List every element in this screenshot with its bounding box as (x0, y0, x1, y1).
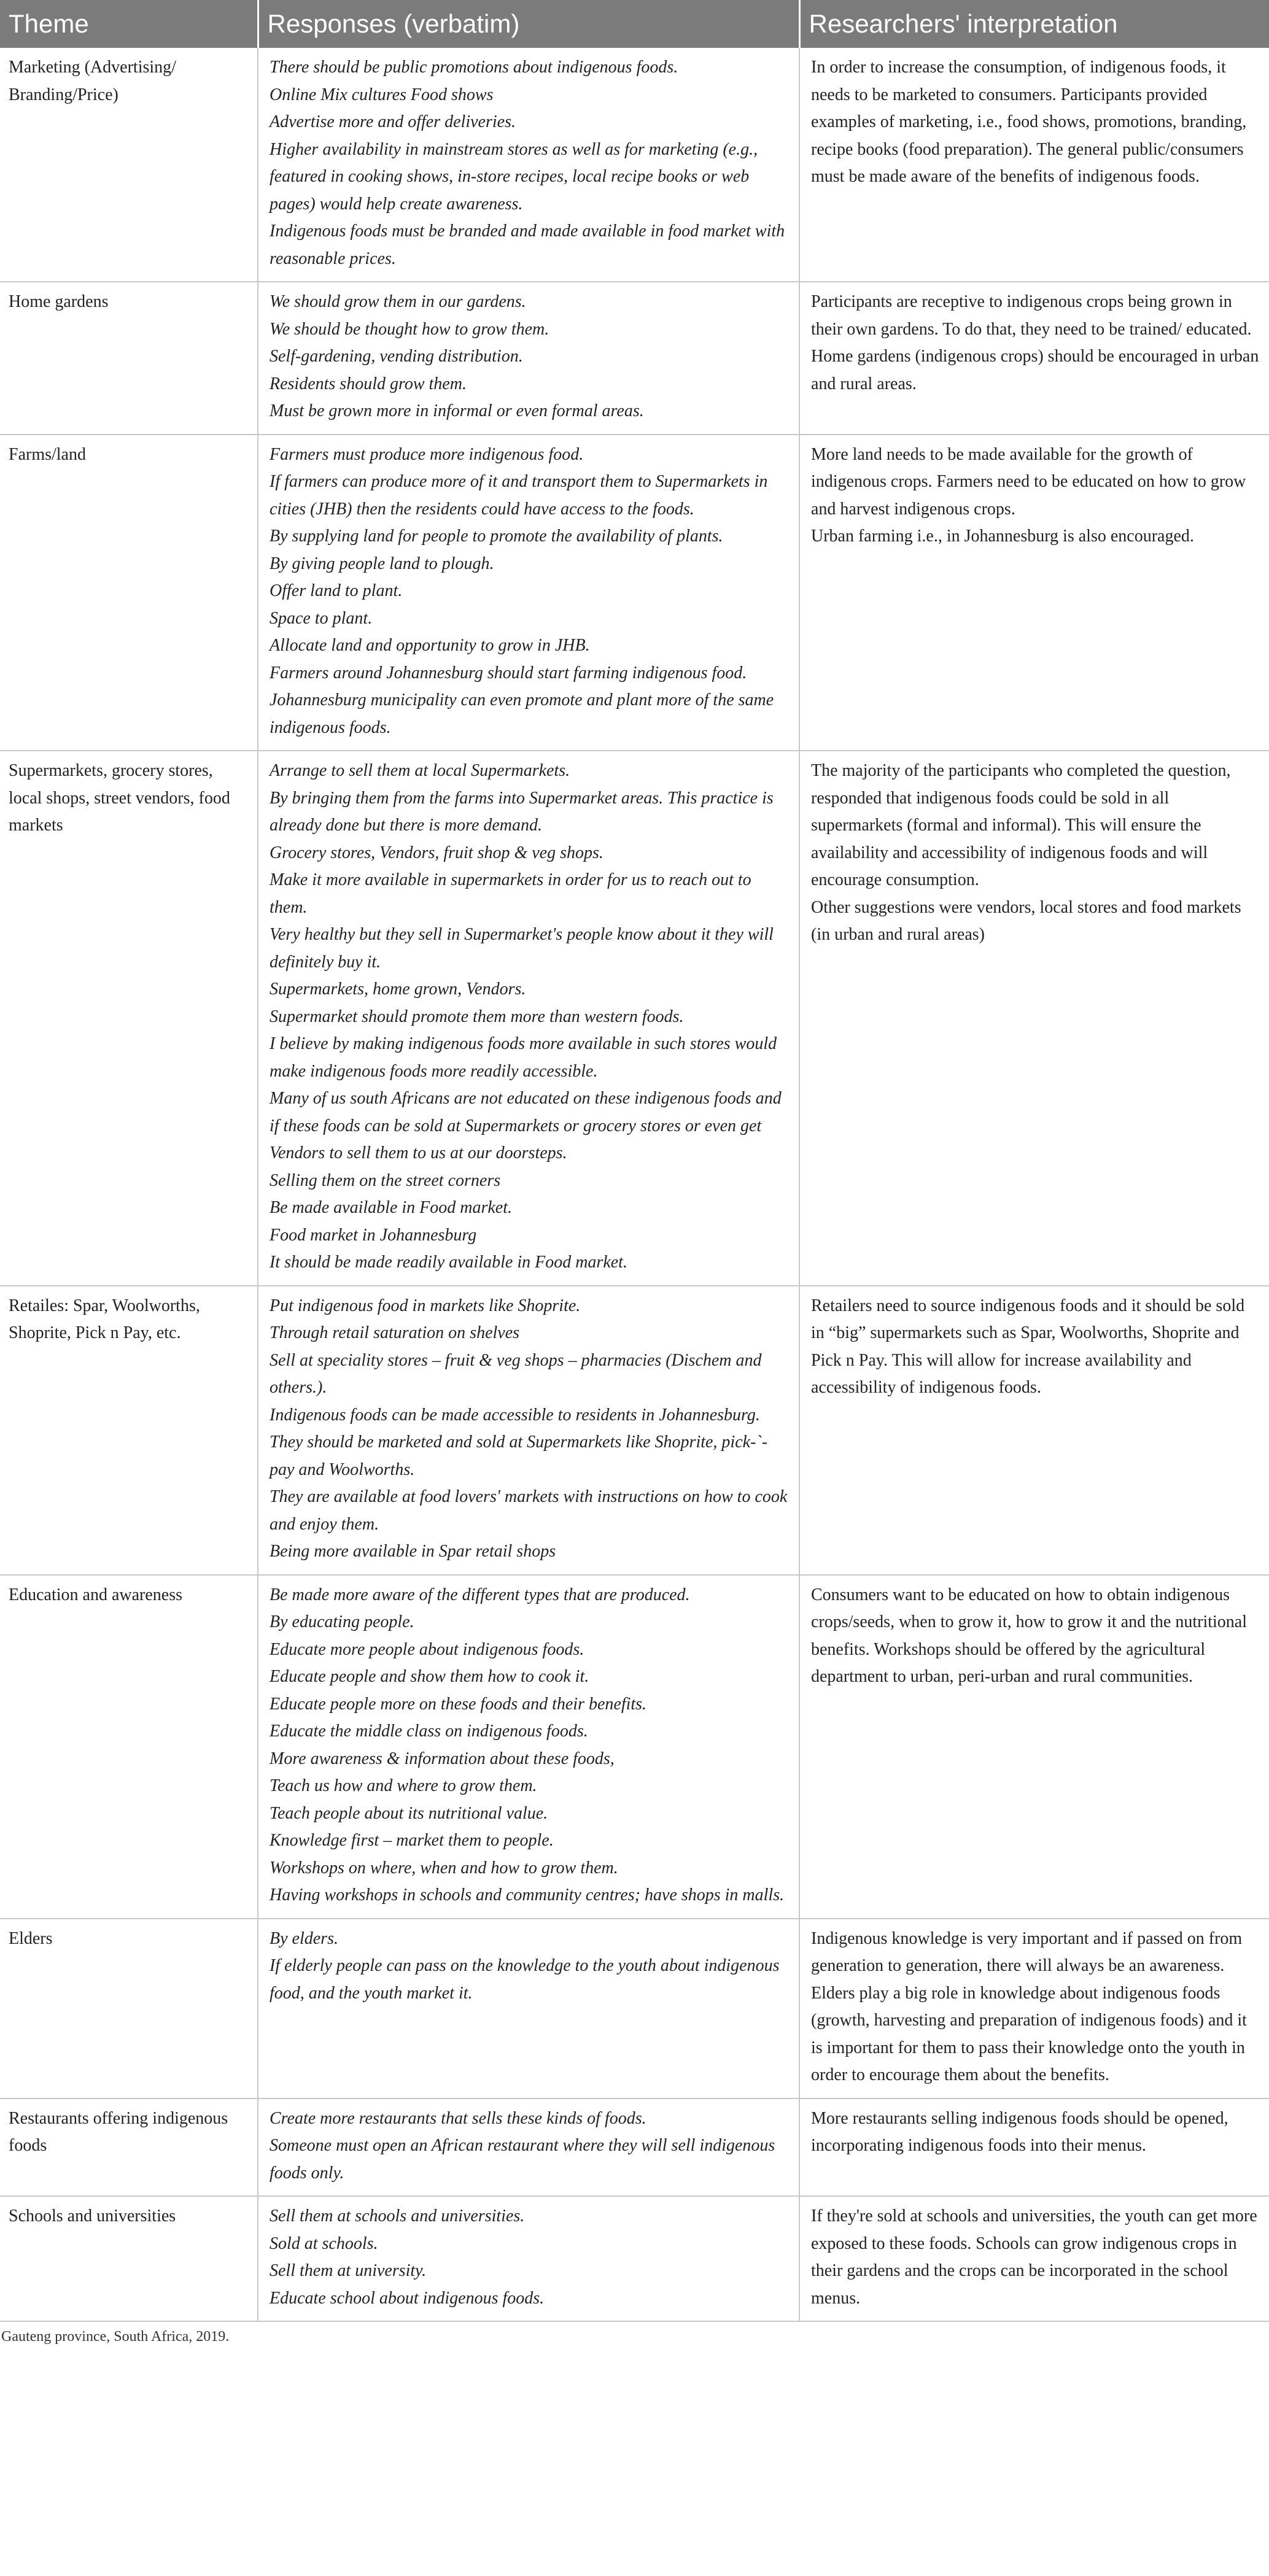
responses-cell (258, 1286, 799, 1575)
response-line: Space to plant. (270, 608, 373, 628)
response-line: Make it more available in supermarkets in order for us to reach out to them. (270, 870, 751, 917)
response-line: We should grow them in our gardens. (270, 292, 526, 311)
response-line: Supermarket should promote them more than western foods. (270, 1007, 684, 1026)
interpretation-paragraph: Participants are receptive to indigenous crops being grown in their own gardens. To do that, they need to be trained/ educated. Home gardens (indigenous crops) should be encouraged in urban and rural areas. (811, 292, 1259, 393)
response-line: There should be public promotions about indigenous foods. (270, 58, 678, 77)
theme-cell: Farms/land (0, 435, 258, 751)
theme-cell: Supermarkets, grocery stores, local shops, street vendors, food markets (0, 751, 258, 1286)
table-row (0, 435, 1269, 751)
response-line: Farmers around Johannesburg should start farming indigenous food. (270, 663, 747, 683)
response-line: Selling them on the street corners (270, 1170, 501, 1190)
interpretation-paragraph: Other suggestions were vendors, local stores and food markets (in urban and rural areas) (811, 897, 1241, 944)
table-row (0, 1575, 1269, 1919)
response-line: Higher availability in mainstream stores as well as for marketing (e.g., featured in cooking shows, in-store recipes, local recipe books or web pages) would help create awareness. (270, 139, 758, 214)
response-line: Online Mix cultures Food shows (270, 85, 494, 104)
response-line: Self-gardening, vending distribution. (270, 347, 523, 366)
response-line: Food market in Johannesburg (270, 1225, 477, 1245)
response-line: Workshops on where, when and how to grow them. (270, 1858, 618, 1878)
responses-cell (258, 2196, 799, 2321)
response-line: Educate more people about indigenous foods. (270, 1639, 584, 1659)
response-line: Sold at schools. (270, 2234, 378, 2253)
theme-cell: Education and awareness (0, 1575, 258, 1919)
response-line: Educate people and show them how to cook it. (270, 1667, 589, 1686)
response-line: Someone must open an African restaurant where they will sell indigenous foods only. (270, 2136, 775, 2183)
response-line: Educate the middle class on indigenous foods. (270, 1722, 588, 1741)
interpretation-paragraph: More land needs to be made available for the growth of indigenous crops. Farmers need to be educated on how to grow and harvest indigenous crops. (811, 444, 1246, 519)
header-theme: Theme (0, 0, 258, 48)
interpretation-paragraph: If they're sold at schools and universities, the youth can get more exposed to these foods. Schools can grow indigenous crops in their gardens and the crops can be incorporated in the school menus. (811, 2207, 1257, 2308)
response-line: Arrange to sell them at local Supermarkets. (270, 761, 570, 780)
response-line: Advertise more and offer deliveries. (270, 112, 516, 131)
responses-cell (258, 282, 799, 435)
interpretation-cell (799, 1919, 1269, 2098)
response-line: By supplying land for people to promote the availability of plants. (270, 527, 723, 546)
response-line: Put indigenous food in markets like Shoprite. (270, 1296, 581, 1315)
theme-cell: Retailes: Spar, Woolworths, Shoprite, Pick n Pay, etc. (0, 1286, 258, 1575)
response-line: If farmers can produce more of it and transport them to Supermarkets in cities (JHB) then the residents could have access to the foods. (270, 472, 768, 519)
response-line: They should be marketed and sold at Supermarkets like Shoprite, pick-`-pay and Woolworths. (270, 1433, 768, 1479)
response-line: Sell at speciality stores – fruit & veg shops – pharmacies (Dischem and others.). (270, 1350, 762, 1397)
response-line: By educating people. (270, 1612, 414, 1631)
header-interpretation: Researchers' interpretation (799, 0, 1269, 48)
interpretation-cell (799, 2196, 1269, 2321)
interpretation-paragraph: More restaurants selling indigenous foods should be opened, incorporating indigenous foods into their menus. (811, 2108, 1228, 2155)
theme-cell: Elders (0, 1919, 258, 2098)
table-row (0, 2196, 1269, 2321)
interpretation-cell (799, 751, 1269, 1286)
table-row (0, 48, 1269, 282)
theme-cell: Restaurants offering indigenous foods (0, 2098, 258, 2197)
table-row (0, 751, 1269, 1286)
interpretation-paragraph: Retailers need to source indigenous foods and it should be sold in “big” supermarkets such as Spar, Woolworths, Shoprite and Pick n Pay. This will allow for increase availability and accessibility of indigenous foods. (811, 1296, 1245, 1397)
response-line: Sell them at schools and universities. (270, 2207, 525, 2226)
response-line: Allocate land and opportunity to grow in JHB. (270, 636, 590, 655)
response-line: If elderly people can pass on the knowledge to the youth about indigenous food, and the youth market it. (270, 1956, 780, 2003)
response-line: Farmers must produce more indigenous food. (270, 444, 584, 464)
table-footnote: Gauteng province, South Africa, 2019. (1, 2329, 230, 2345)
theme-cell: Schools and universities (0, 2196, 258, 2321)
response-line: Be made more aware of the different types that are produced. (270, 1585, 690, 1604)
table-body (0, 48, 1269, 2321)
interpretation-cell (799, 48, 1269, 282)
response-line: Grocery stores, Vendors, fruit shop & veg shops. (270, 843, 603, 862)
response-line: Knowledge first – market them to people. (270, 1831, 554, 1850)
response-line: I believe by making indigenous foods more available in such stores would make indigenous foods more readily accessible. (270, 1034, 777, 1081)
response-line: Having workshops in schools and community centres; have shops in malls. (270, 1886, 785, 1905)
interpretation-cell (799, 282, 1269, 435)
responses-cell (258, 2098, 799, 2197)
response-line: Educate school about indigenous foods. (270, 2288, 545, 2308)
response-line: Being more available in Spar retail shops (270, 1542, 556, 1561)
response-line: Be made available in Food market. (270, 1198, 513, 1217)
response-line: Residents should grow them. (270, 374, 467, 393)
response-line: We should be thought how to grow them. (270, 319, 549, 339)
response-line: Educate people more on these foods and their benefits. (270, 1694, 647, 1714)
response-line: Teach people about its nutritional value. (270, 1803, 548, 1823)
response-line: They are available at food lovers' markets with instructions on how to cook and enjoy them. (270, 1487, 788, 1534)
response-line: Indigenous foods must be branded and made available in food market with reasonable prices. (270, 222, 785, 268)
response-line: Supermarkets, home grown, Vendors. (270, 980, 526, 999)
table-header (0, 0, 1269, 48)
theme-cell: Marketing (Advertising/ Branding/Price) (0, 48, 258, 282)
interpretation-cell (799, 435, 1269, 751)
response-line: Johannesburg municipality can even promote and plant more of the same indigenous foods. (270, 690, 774, 737)
response-line: Create more restaurants that sells these kinds of foods. (270, 2108, 646, 2128)
interpretation-paragraph: Indigenous knowledge is very important and if passed on from generation to generation, there will always be an awareness. Elders play a big role in knowledge about indigenous foods (growth, harvesting and preparation of indigenous foods) and it is important for them to pass their knowledge onto the youth in order to encourage them about the benefits. (811, 1928, 1247, 2084)
responses-cell (258, 48, 799, 282)
response-line: By giving people land to plough. (270, 554, 494, 573)
response-line: It should be made readily available in Food market. (270, 1253, 627, 1272)
header-row (0, 0, 1269, 48)
table-row (0, 1919, 1269, 2098)
response-line: Sell them at university. (270, 2261, 427, 2280)
response-line: By elders. (270, 1928, 338, 1948)
response-line: Teach us how and where to grow them. (270, 1776, 537, 1795)
response-line: Through retail saturation on shelves (270, 1323, 520, 1342)
response-line: Indigenous foods can be made accessible to residents in Johannesburg. (270, 1405, 760, 1425)
table-row (0, 1286, 1269, 1575)
interpretation-paragraph: The majority of the participants who completed the question, responded that indigenous foods could be sold in all supermarkets (formal and informal). This will ensure the availability and accessibility of indigenous foods and will encourage consumption. (811, 761, 1231, 889)
interpretation-paragraph: In order to increase the consumption, of indigenous foods, it needs to be marketed to consumers. Participants provided examples of marketing, i.e., food shows, promotions, branding, recipe books (food preparation). The general public/consumers must be made aware of the benefits of indigenous foods. (811, 58, 1247, 186)
response-line: Many of us south Africans are not educated on these indigenous foods and if these foods can be sold at Supermarkets or grocery stores or even get Vendors to sell them to us at our doorsteps. (270, 1089, 782, 1162)
response-line: Very healthy but they sell in Supermarket's people know about it they will definitely buy it. (270, 925, 774, 972)
interpretation-cell (799, 1286, 1269, 1575)
responses-cell (258, 1919, 799, 2098)
interpretation-paragraph: Consumers want to be educated on how to obtain indigenous crops/seeds, when to grow it, how to grow it and the nutritional benefits. Workshops should be offered by the agricultural department to urban, peri-urban and rural communities. (811, 1585, 1247, 1686)
interpretation-cell (799, 2098, 1269, 2197)
responses-cell (258, 1575, 799, 1919)
table-row (0, 282, 1269, 435)
theme-cell: Home gardens (0, 282, 258, 435)
header-responses: Responses (verbatim) (258, 0, 799, 48)
response-line: By bringing them from the farms into Supermarket areas. This practice is already done but there is more demand. (270, 788, 774, 835)
response-line: More awareness & information about these foods, (270, 1749, 615, 1768)
response-line: Offer land to plant. (270, 581, 403, 600)
response-line: Must be grown more in informal or even formal areas. (270, 401, 644, 420)
table-row (0, 2098, 1269, 2197)
interpretation-paragraph: Urban farming i.e., in Johannesburg is also encouraged. (811, 527, 1194, 546)
responses-cell (258, 435, 799, 751)
responses-cell (258, 751, 799, 1286)
interpretation-cell (799, 1575, 1269, 1919)
